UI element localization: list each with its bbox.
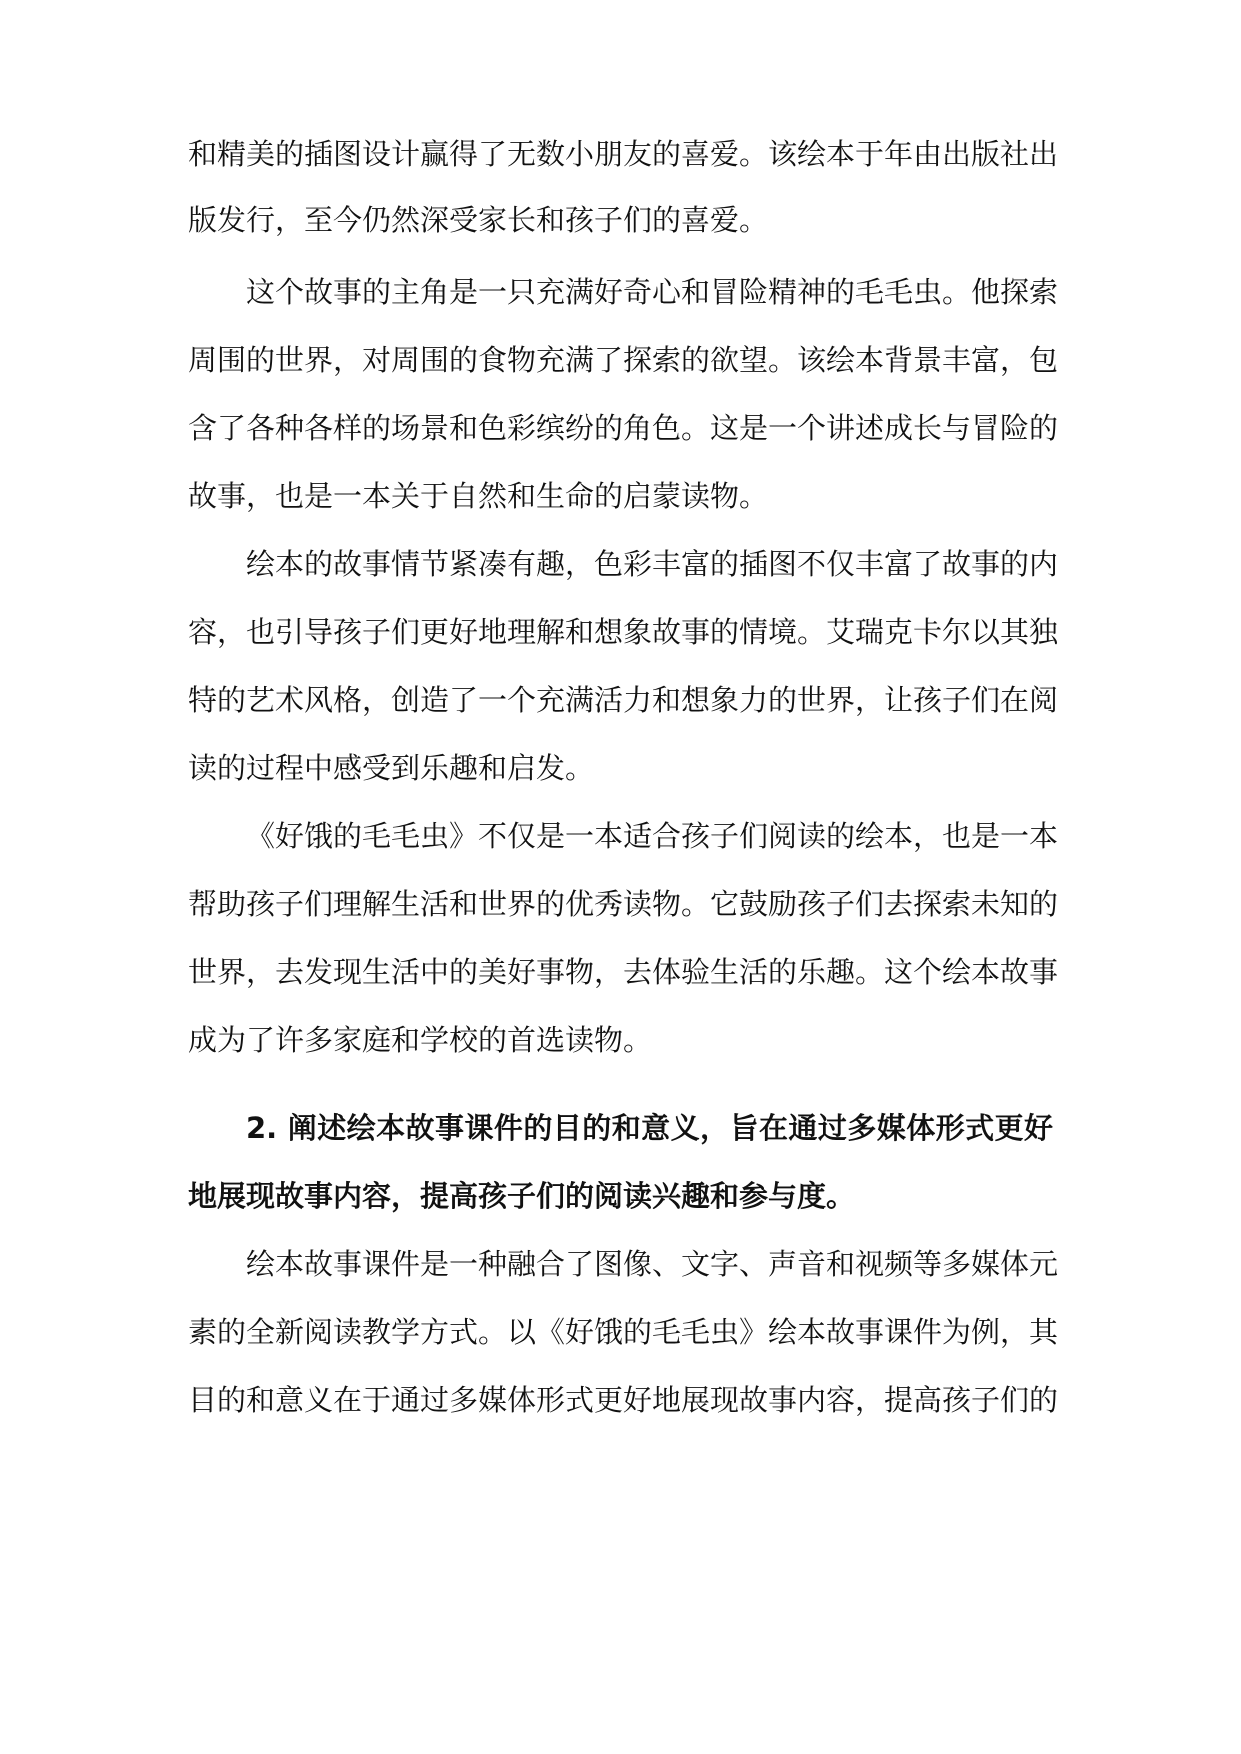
paragraph-3-line-1: 绘本的故事情节紧凑有趣，色彩丰富的插图不仅丰富了故事的内	[246, 547, 1059, 581]
paragraph-2-line-4: 故事，也是一本关于自然和生命的启蒙读物。	[188, 479, 769, 513]
section-heading-line-2: 地展现故事内容，提高孩子们的阅读兴趣和参与度。	[188, 1179, 856, 1213]
paragraph-1-line-1: 和精美的插图设计赢得了无数小朋友的喜爱。该绘本于年由出版社出	[188, 137, 1059, 171]
paragraph-2-line-3: 含了各种各样的场景和色彩缤纷的角色。这是一个讲述成长与冒险的	[188, 411, 1059, 445]
section-heading-line-1: 2. 阐述绘本故事课件的目的和意义，旨在通过多媒体形式更好	[246, 1111, 1053, 1145]
paragraph-5-line-3: 目的和意义在于通过多媒体形式更好地展现故事内容，提高孩子们的	[188, 1383, 1059, 1417]
paragraph-3-line-4: 读的过程中感受到乐趣和启发。	[188, 751, 595, 785]
paragraph-3-line-3: 特的艺术风格，创造了一个充满活力和想象力的世界，让孩子们在阅	[188, 683, 1059, 717]
paragraph-4-line-2: 帮助孩子们理解生活和世界的优秀读物。它鼓励孩子们去探索未知的	[188, 887, 1059, 921]
paragraph-5-line-2: 素的全新阅读教学方式。以《好饿的毛毛虫》绘本故事课件为例，其	[188, 1315, 1059, 1349]
paragraph-5-line-1: 绘本故事课件是一种融合了图像、文字、声音和视频等多媒体元	[246, 1247, 1059, 1281]
paragraph-1-line-2: 版发行，至今仍然深受家长和孩子们的喜爱。	[188, 203, 769, 237]
paragraph-4-line-4: 成为了许多家庭和学校的首选读物。	[188, 1023, 653, 1057]
paragraph-2-line-1: 这个故事的主角是一只充满好奇心和冒险精神的毛毛虫。他探索	[246, 275, 1059, 309]
paragraph-3-line-2: 容，也引导孩子们更好地理解和想象故事的情境。艾瑞克卡尔以其独	[188, 615, 1059, 649]
paragraph-4-line-1: 《好饿的毛毛虫》不仅是一本适合孩子们阅读的绘本，也是一本	[246, 819, 1059, 853]
paragraph-2-line-2: 周围的世界，对周围的食物充满了探索的欲望。该绘本背景丰富，包	[188, 343, 1059, 377]
paragraph-4-line-3: 世界，去发现生活中的美好事物，去体验生活的乐趣。这个绘本故事	[188, 955, 1059, 989]
